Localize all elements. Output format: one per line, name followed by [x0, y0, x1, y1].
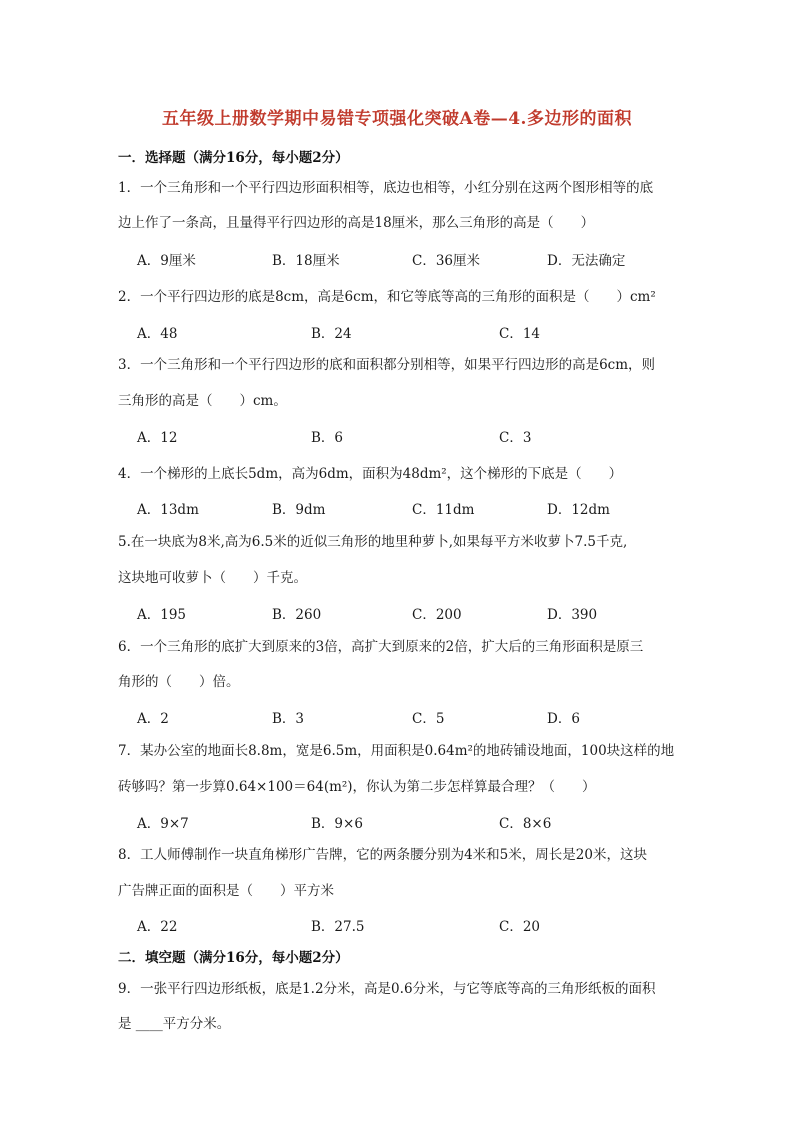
- question-8-options: [137, 915, 677, 933]
- question-2-options: [137, 322, 677, 340]
- option-a[interactable]: A．9×7: [137, 816, 189, 832]
- question-7-line-2: 砖够吗？第一步算0.64×100＝64(m²)，你认为第二步怎样算最合理？（ ）: [118, 779, 596, 795]
- question-3-options: [137, 426, 677, 444]
- question-1-options: [137, 249, 677, 267]
- option-a[interactable]: A．13dm: [137, 502, 199, 518]
- question-9-line-1: 9．一张平行四边形纸板，底是1.2分米，高是0.6分米，与它等底等高的三角形纸板的面积: [118, 981, 656, 997]
- option-b[interactable]: B．6: [311, 430, 344, 446]
- question-4-line-1: 4．一个梯形的上底长5dm，高为6dm，面积为48dm²，这个梯形的下底是（ ）: [118, 466, 623, 482]
- question-5-line-1: 5.在一块底为8米,高为6.5米的近似三角形的地里种萝卜,如果每平方米收萝卜7.5千克,: [118, 534, 628, 550]
- question-6-line-1: 6．一个三角形的底扩大到原来的3倍，高扩大到原来的2倍，扩大后的三角形面积是原三: [118, 639, 644, 655]
- option-c[interactable]: C．8×6: [499, 816, 552, 832]
- page-title: 五年级上册数学期中易错专项强化突破A卷—4.多边形的面积: [162, 109, 632, 129]
- option-a[interactable]: A．2: [137, 711, 169, 727]
- option-d[interactable]: D．6: [547, 711, 580, 727]
- option-b[interactable]: B．3: [272, 711, 305, 727]
- question-3-line-2: 三角形的高是（ ）cm。: [118, 393, 287, 409]
- option-c[interactable]: C．5: [412, 711, 445, 727]
- option-b[interactable]: B．9dm: [272, 502, 326, 518]
- question-7-line-1: 7．某办公室的地面长8.8m，宽是6.5m，用面积是0.64m²的地砖铺设地面，100块这样的地: [118, 743, 675, 759]
- option-b[interactable]: B．24: [311, 326, 352, 342]
- section-heading-fill: 二．填空题（满分16分，每小题2分）: [118, 950, 349, 966]
- section-heading-choice: 一．选择题（满分16分，每小题2分）: [118, 150, 349, 166]
- option-c[interactable]: C．3: [499, 430, 532, 446]
- question-9-line-2: 是 ____平方分米。: [118, 1016, 231, 1032]
- option-c[interactable]: C．36厘米: [412, 253, 481, 269]
- option-b[interactable]: B．18厘米: [272, 253, 340, 269]
- option-d[interactable]: D．12dm: [547, 502, 610, 518]
- question-1-line-2: 边上作了一条高，且量得平行四边形的高是18厘米，那么三角形的高是（ ）: [118, 215, 595, 231]
- question-6-line-2: 角形的（ ）倍。: [118, 674, 240, 690]
- option-c[interactable]: C．11dm: [412, 502, 475, 518]
- option-d[interactable]: D．390: [547, 607, 598, 623]
- option-c[interactable]: C．14: [499, 326, 541, 342]
- question-4-options: [137, 498, 677, 516]
- option-a[interactable]: A．48: [137, 326, 178, 342]
- option-b[interactable]: B．9×6: [311, 816, 363, 832]
- question-3-line-1: 3．一个三角形和一个平行四边形的底和面积都分别相等，如果平行四边形的高是6cm，则: [118, 357, 656, 373]
- option-c[interactable]: C．200: [412, 607, 462, 623]
- question-7-options: [137, 812, 677, 830]
- question-5-line-2: 这块地可收萝卜（ ）千克。: [118, 570, 307, 586]
- option-b[interactable]: B．260: [272, 607, 322, 623]
- option-b[interactable]: B．27.5: [311, 919, 365, 935]
- question-8-line-2: 广告牌正面的面积是（ ）平方米: [118, 883, 334, 899]
- question-8-line-1: 8．工人师傅制作一块直角梯形广告牌，它的两条腰分别为4米和5米，周长是20米，这块: [118, 847, 647, 863]
- option-a[interactable]: A．9厘米: [137, 253, 196, 269]
- question-2-line-1: 2．一个平行四边形的底是8cm，高是6cm，和它等底等高的三角形的面积是（ ）cm²: [118, 289, 656, 305]
- option-a[interactable]: A．195: [137, 607, 187, 623]
- question-6-options: [137, 707, 677, 725]
- option-a[interactable]: A．22: [137, 919, 178, 935]
- option-d[interactable]: D．无法确定: [547, 253, 626, 269]
- option-a[interactable]: A．12: [137, 430, 178, 446]
- question-5-options: [137, 603, 677, 621]
- question-1-line-1: 1．一个三角形和一个平行四边形面积相等，底边也相等，小红分别在这两个图形相等的底: [118, 180, 654, 196]
- option-c[interactable]: C．20: [499, 919, 541, 935]
